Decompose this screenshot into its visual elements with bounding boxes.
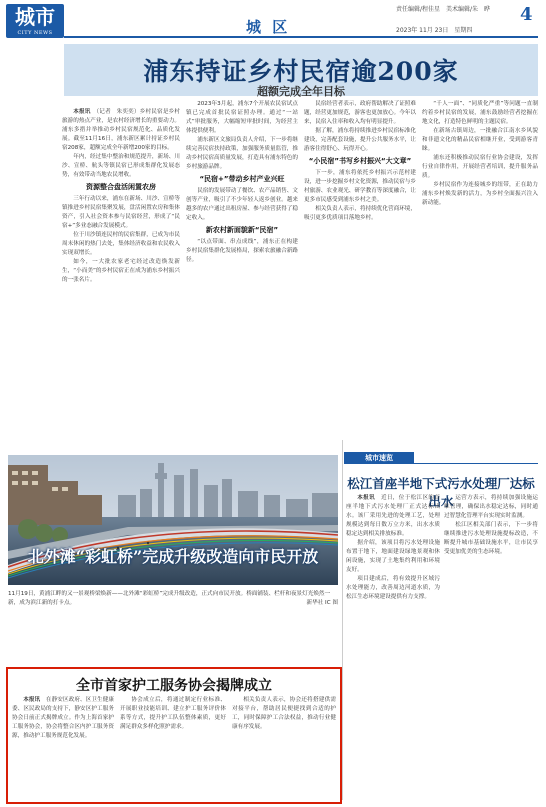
logo-text: 城市 — [15, 5, 55, 29]
section-tag: 城市速览 — [344, 452, 414, 464]
article-text: （记者 朱奕奕）乡村民宿是乡村旅游的热点产业，是农村经济增长的重要动力。浦东多措并举推动乡村民宿规范化、品质化发展。截至11月16日，浦东新区累计持证乡村民宿208家，超额完成全年新增200家的目标。 — [62, 109, 180, 151]
article-text: 民宿的发展带动了餐饮、农产品销售、文创等产业，吸引了不少年轻人返乡创业。越来越多的农户通过出租房屋、参与经营获得了稳定收入。 — [186, 188, 298, 221]
article-text: 据介绍，该项目将污水处理设施布置于地下，地面建设绿地景观和休闲设施，实现了土地集约利用和环境友好。 — [346, 540, 440, 573]
article-paragraph — [422, 100, 538, 127]
article-paragraph — [346, 539, 440, 575]
article-paragraph — [304, 205, 416, 223]
article-paragraph — [444, 521, 538, 557]
article-text: 2023年3月起，浦东7个开展农民宿试点镇已完成首批民宿证照办理。通过“一站式”审批服务，大幅缩短审批时间，为经营主体提供便利。 — [186, 101, 298, 134]
photo-caption — [8, 590, 338, 608]
article-text: 运营方表示，将持续加强设施运维管理，确保出水稳定达标，同时通过智慧化管理平台实现实时监测。 — [444, 495, 538, 519]
article-text: 位于川沙镇连民村的民宿集群，已成为市民周末休闲的热门去处，集体经济收益和农民收入实现双增长。 — [62, 232, 180, 256]
main-headline[interactable]: 浦东持证乡村民宿逾200家 — [143, 57, 459, 86]
bottom-story-lead: 本报讯 — [23, 697, 41, 703]
article-subheading: “民宿+”带动乡村产业兴旺 — [199, 175, 285, 183]
page-number: 4 — [520, 4, 533, 25]
main-subheadline: 超额完成全年目标 — [257, 85, 345, 98]
article-text: 年内，经过集中整治和规范提升，新场、川沙、宣桥、航头等镇民宿已形成集群化发展态势，有效带动当地农民增收。 — [62, 154, 180, 178]
article-lead: 本报讯 — [357, 495, 375, 501]
article-column-1 — [62, 108, 180, 444]
section-title: 城 区 — [246, 18, 291, 36]
article-paragraph — [62, 153, 180, 180]
bottom-story-column-3 — [232, 696, 336, 800]
article-paragraph — [304, 169, 416, 205]
article-text: 乡村民宿作为连接城乡的纽带，正在助力浦东乡村焕发新的活力，为乡村全面振兴注入新动能。 — [422, 182, 538, 206]
bottom-story-column-1 — [12, 696, 114, 800]
article-paragraph — [422, 154, 538, 181]
editor-credits: 责任编辑/程佳星 美术编辑/朱 晔 — [396, 6, 491, 13]
article-text: 项目建成后，将有效提升区域污水处理能力，改善周边河道水质，为松江生态环境建设提供有力支撑。 — [346, 576, 440, 600]
article-column-2 — [186, 100, 298, 444]
article-paragraph — [62, 195, 180, 231]
caption-text: 11月19日，黄浦江畔的又一景观桥梁焕新——北外滩“彩虹桥”完成升级改造，正式向市民开放。桥面铺装、栏杆和夜景灯光焕然一新，成为滨江新的打卡点。 — [8, 591, 331, 606]
article-paragraph — [186, 238, 298, 265]
newspaper-logo — [6, 4, 64, 38]
article-paragraph — [304, 127, 416, 154]
article-text: 民宿经营者表示，政府帮助解决了证照难题，经营更加规范，游客也更加放心。今年以来，民宿入住率和收入均有明显提升。 — [304, 101, 416, 125]
bottom-story-headline[interactable]: 全市首家护工服务协会揭牌成立 — [76, 678, 272, 694]
article-subheading: “小民宿”书写乡村振兴“大文章” — [308, 157, 412, 165]
bottom-story-column-2 — [120, 696, 226, 800]
article-text: 在新场古镇周边，一批融合江南水乡风貌和非遗文化的精品民宿相继开业，受到游客青睐。 — [422, 128, 538, 152]
article-text: 近日，位于松江区的首座半地下式污水处理厂正式达标出水。该厂采用先进的处理工艺，处理规模达到每日数万立方米，出水水质稳定达到相关排放标准。 — [346, 495, 440, 537]
photo-credit: 新华社 IC 图 — [306, 600, 338, 606]
article-text: “千人一面”、“同质化严重”等问题一直制约着乡村民宿的发展，浦东鼓励经营者挖掘在地文化，打造特色鲜明的主题民宿。 — [422, 101, 538, 125]
article-text: 据了解，浦东将持续推进乡村民宿标准化建设，完善配套设施，提升公共服务水平，让游客住得舒心、玩得开心。 — [304, 128, 416, 152]
article-text: 松江区相关部门表示，下一步将继续推进污水处理设施提标改造，不断提升城市基础设施水平，让市民享受更加优美的生态环境。 — [444, 522, 538, 555]
section-tag-rule — [344, 463, 538, 464]
article-text: 浦东还积极推动民宿行业协会建设，发挥行业自律作用，开展经营者培训，提升服务品质。 — [422, 155, 538, 179]
article-text: “以点带面、串点成线”，浦东正在构建乡村民宿集群化发展格局，探索农旅融合新路径。 — [186, 239, 298, 263]
article-paragraph — [186, 187, 298, 223]
article-subheading: 新农村新面貌新“民宿” — [205, 226, 279, 234]
article-paragraph — [444, 494, 538, 521]
photo-overlay-title[interactable]: 北外滩“彩虹桥”完成升级改造向市民开放 — [27, 547, 319, 566]
article-paragraph — [186, 136, 298, 172]
article-subheading: 资源整合盘活闲置农房 — [86, 183, 156, 191]
article-paragraph — [62, 108, 180, 153]
article-paragraph — [346, 575, 440, 602]
article-text: 下一步，浦东将依托乡村振兴示范村建设，进一步挖掘乡村文化资源，推动民宿与乡村旅游、农业观光、研学教育等深度融合，让更多市民感受到浦东乡村之美。 — [304, 170, 416, 203]
article-paragraph — [346, 494, 440, 539]
article-text: 如今，一大批农家老宅经过改造焕发新生，“小而美”的乡村民宿正在成为浦东乡村振兴的一张名片。 — [62, 259, 180, 283]
article-column-4 — [422, 100, 538, 444]
column-divider — [342, 440, 343, 800]
article-column-3 — [304, 100, 416, 444]
right-story-column-2 — [444, 494, 538, 804]
logo-subtext: CITY NEWS — [17, 30, 53, 36]
right-story-headline[interactable]: 松江首座半地下式污水处理厂达标出水 — [347, 476, 535, 509]
article-paragraph — [304, 100, 416, 127]
article-text: 三年行动以来，浦东在新场、川沙、宣桥等镇推进乡村民宿集聚发展，盘活闲置农房和集体资产，引入社会资本参与民宿经营，形成了“民宿+”多业态融合发展模式。 — [62, 196, 180, 229]
issue-date: 2023年 11月 23日 星期四 — [396, 27, 473, 34]
article-text: 相关负责人表示，将持续优化营商环境，吸引更多优质项目落地乡村。 — [304, 206, 416, 221]
right-story-column-1 — [346, 494, 440, 804]
bottom-story-text-3: 相关负责人表示，协会还将搭建供需对接平台，帮助居民便捷找到合适的护工，同时保障护工合法权益，推动行业健康有序发展。 — [232, 697, 336, 730]
bottom-story-text-2: 协会成立后，将通过制定行业标准、开展职业技能培训、建立护工服务评价体系等方式，提升护工队伍整体素质，更好满足群众多样化照护需求。 — [120, 697, 226, 730]
article-paragraph — [422, 181, 538, 208]
article-paragraph — [422, 127, 538, 154]
article-lead: 本报讯 — [73, 109, 91, 115]
bottom-story-text-1: 在静安区政府、区卫生健康委、区民政局的支持下，静安区护工服务协会日前正式揭牌成立。作为上海首家护工服务协会，协会将整合区内护工服务资源，推动护工服务规范化发展。 — [12, 697, 114, 739]
article-paragraph — [62, 231, 180, 258]
article-paragraph — [186, 100, 298, 136]
article-text: 浦东新区文旅局负责人介绍，下一步将继续完善民宿扶持政策，加强服务质量监管，推动乡村民宿高质量发展，打造具有浦东特色的乡村旅游品牌。 — [186, 137, 298, 170]
article-paragraph — [62, 258, 180, 285]
